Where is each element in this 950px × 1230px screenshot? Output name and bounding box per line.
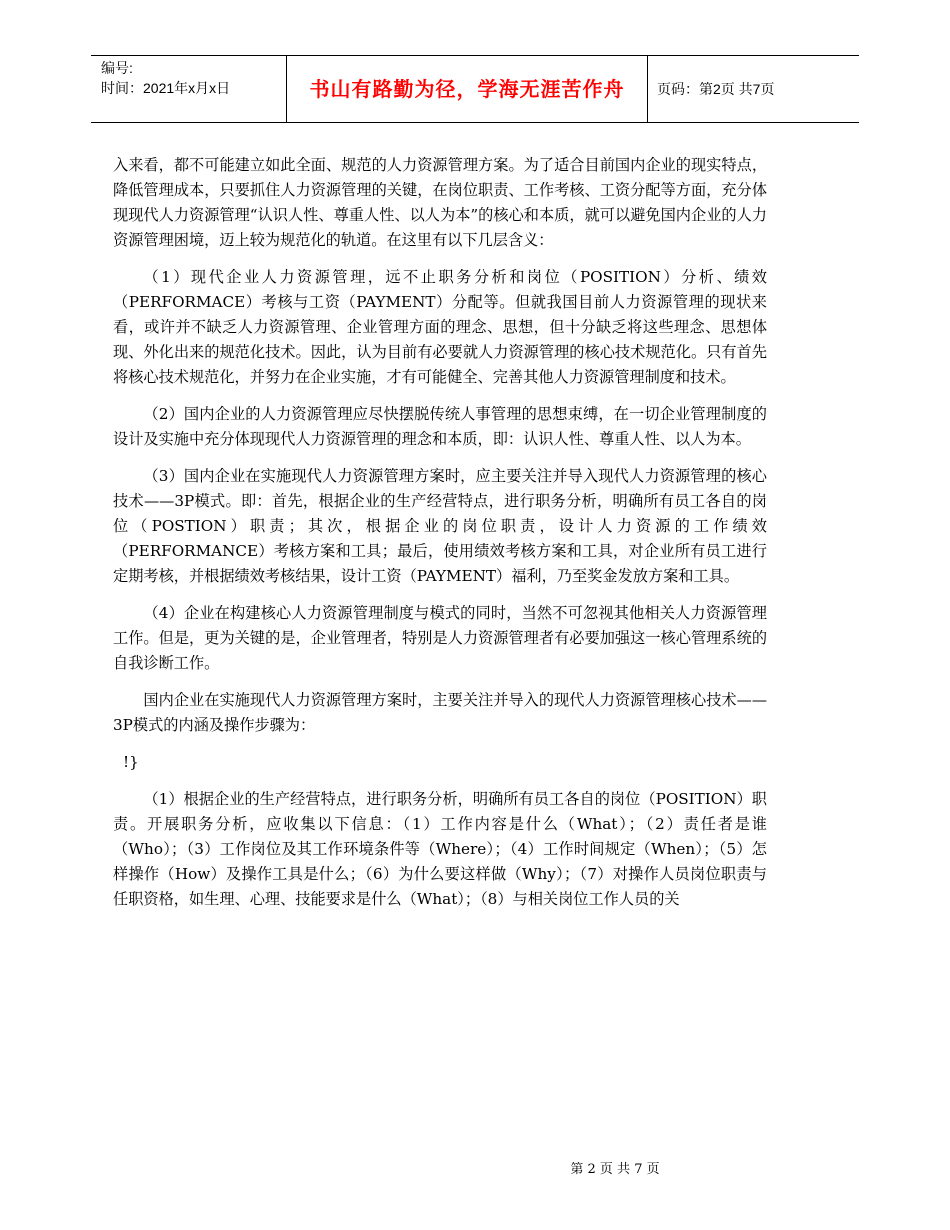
paragraph-point-2: （2）国内企业的人力资源管理应尽快摆脱传统人事管理的思想束缚，在一切企业管理制度的设计及实施中充分体现现代人力资源管理的理念和本质，即：认识人性、尊重人性、以人为本。	[113, 405, 767, 448]
header-motto: 书山有路勤为径，学海无涯苦作舟	[309, 77, 625, 101]
document-time-label: 时间：2021年x月x日	[101, 80, 231, 96]
paragraph-continuation: 入来看，都不可能建立如此全面、规范的人力资源管理方案。为了适合目前国内企业的现实特点，降低管理成本，只要抓住人力资源管理的关键，在岗位职责、工作考核、工资分配等方面，充分体现现代人力资源管理“认识人性、尊重人性、以人为本”的核心和本质，就可以避免国内企业的人力资源管理困境，迈上较为规范化的轨道。在这里有以下几层含义：	[113, 156, 767, 249]
paragraph-point-3: （3）国内企业在实施现代人力资源管理方案时，应主要关注并导入现代人力资源管理的核心技术——3P模式。即：首先，根据企业的生产经营特点，进行职务分析，明确所有员工各自的岗位（POSTION）职责；其次，根据企业的岗位职责，设计人力资源的工作绩效（PERFORMANCE）考核方案和工具；最后，使用绩效考核方案和工具，对企业所有员工进行定期考核，并根据绩效考核结果，设计工资（PAYMENT）福利，乃至奖金发放方案和工具。	[113, 467, 767, 585]
document-body	[113, 153, 767, 924]
page-header	[91, 55, 859, 123]
paragraph-point-4: （4）企业在构建核心人力资源管理制度与模式的同时，当然不可忽视其他相关人力资源管理工作。但是，更为关键的是，企业管理者，特别是人力资源管理者有必要加强这一核心管理系统的自我诊断工作。	[113, 604, 767, 672]
page-footer: 第 2 页 共 7 页	[570, 1162, 660, 1177]
paragraph-3p-intro: 国内企业在实施现代人力资源管理方案时，主要关注并导入的现代人力资源管理核心技术——3P模式的内涵及操作步骤为：	[113, 691, 767, 734]
paragraph-step-1: （1）根据企业的生产经营特点，进行职务分析，明确所有员工各自的岗位（POSITION）职责。开展职务分析，应收集以下信息：（1）工作内容是什么（What）；（2）责任者是谁（Who）；（3）工作岗位及其工作环境条件等（Where）；（4）工作时间规定（When）；（5）怎样操作（How）及操作工具是什么；（6）为什么要这样做（Why）；（7）对操作人员岗位职责与任职资格，如生理、心理、技能要求是什么（What）；（8）与相关岗位工作人员的关	[113, 790, 767, 908]
document-number-label: 编号:	[101, 60, 133, 76]
paragraph-symbol: !}	[123, 753, 139, 771]
header-meta	[101, 58, 287, 98]
header-divider-right	[647, 56, 648, 122]
header-page-info: 页码：第2页 共7页	[657, 81, 775, 97]
paragraph-point-1: （1）现代企业人力资源管理，远不止职务分析和岗位（POSITION）分析、绩效（PERFORMACE）考核与工资（PAYMENT）分配等。但就我国目前人力资源管理的现状来看，或许并不缺乏人力资源管理、企业管理方面的理念、思想，但十分缺乏将这些理念、思想体现、外化出来的规范化技术。因此，认为目前有必要就人力资源管理的核心技术规范化。只有首先将核心技术规范化，并努力在企业实施，才有可能健全、完善其他人力资源管理制度和技术。	[113, 268, 767, 386]
